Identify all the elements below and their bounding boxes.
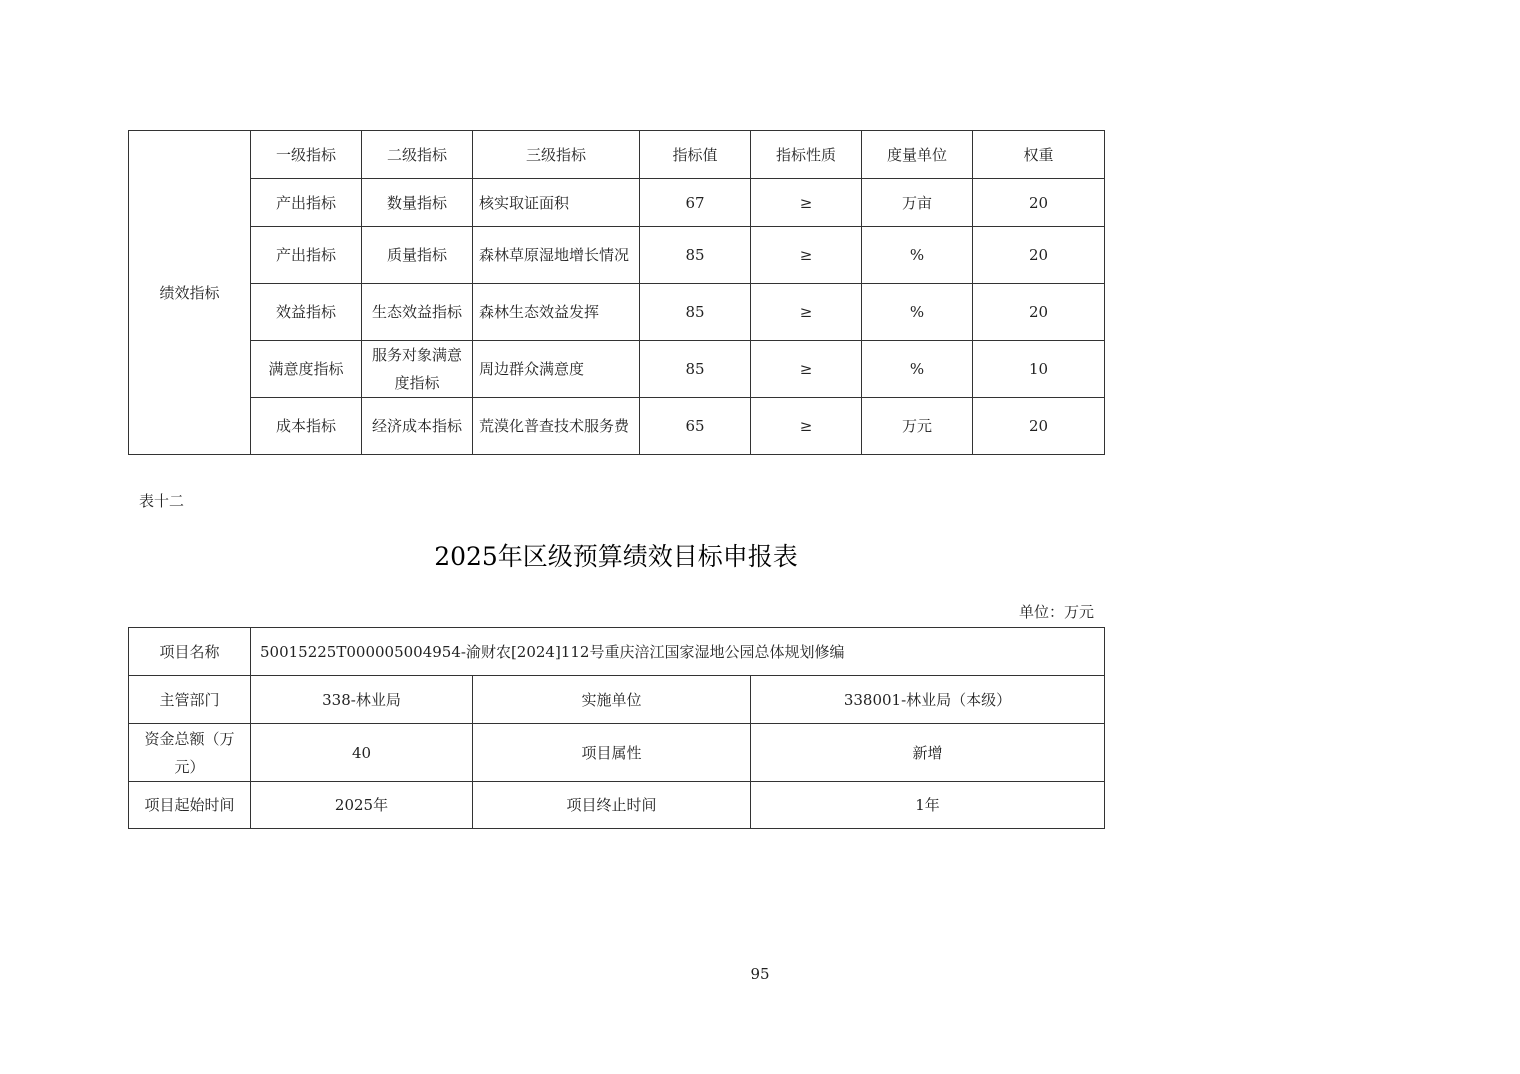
fund-total-label: 资金总额（万元） (129, 724, 251, 782)
level1-cell: 产出指标 (251, 227, 362, 284)
column-header: 三级指标 (473, 131, 640, 179)
project-info-table (128, 627, 1105, 829)
weight-cell: 20 (973, 284, 1105, 341)
nature-cell: ≥ (751, 341, 862, 398)
value-cell: 85 (640, 284, 751, 341)
table-row (129, 628, 1105, 676)
table-row (129, 227, 1105, 284)
nature-cell: ≥ (751, 284, 862, 341)
column-header: 指标性质 (751, 131, 862, 179)
level2-cell: 生态效益指标 (362, 284, 473, 341)
page-number: 95 (750, 965, 770, 983)
level2-cell: 质量指标 (362, 227, 473, 284)
level3-cell: 森林生态效益发挥 (473, 284, 640, 341)
project-name-label: 项目名称 (129, 628, 251, 676)
end-time-value: 1年 (751, 782, 1105, 829)
table-row (129, 398, 1105, 455)
level1-cell: 产出指标 (251, 179, 362, 227)
start-time-label: 项目起始时间 (129, 782, 251, 829)
end-time-label: 项目终止时间 (473, 782, 751, 829)
performance-indicator-table (128, 130, 1105, 455)
document-title: 2025年区级预算绩效目标申报表 (434, 542, 798, 571)
table-row (129, 284, 1105, 341)
level1-cell: 成本指标 (251, 398, 362, 455)
weight-cell: 20 (973, 398, 1105, 455)
level3-cell: 荒漠化普查技术服务费 (473, 398, 640, 455)
unit-cell: % (862, 284, 973, 341)
value-cell: 67 (640, 179, 751, 227)
nature-cell: ≥ (751, 179, 862, 227)
column-header: 指标值 (640, 131, 751, 179)
unit-cell: % (862, 227, 973, 284)
unit-cell: 万亩 (862, 179, 973, 227)
table-row (129, 782, 1105, 829)
performance-side-label: 绩效指标 (129, 131, 251, 455)
level2-cell: 数量指标 (362, 179, 473, 227)
dept-value: 338-林业局 (251, 676, 473, 724)
column-header: 一级指标 (251, 131, 362, 179)
value-cell: 65 (640, 398, 751, 455)
value-cell: 85 (640, 341, 751, 398)
level3-cell: 核实取证面积 (473, 179, 640, 227)
start-time-value: 2025年 (251, 782, 473, 829)
weight-cell: 10 (973, 341, 1105, 398)
weight-cell: 20 (973, 179, 1105, 227)
unit-cell: % (862, 341, 973, 398)
column-header: 度量单位 (862, 131, 973, 179)
impl-unit-label: 实施单位 (473, 676, 751, 724)
value-cell: 85 (640, 227, 751, 284)
table-header-row (129, 131, 1105, 179)
table-row (129, 676, 1105, 724)
fund-total-value: 40 (251, 724, 473, 782)
weight-cell: 20 (973, 227, 1105, 284)
project-attr-value: 新增 (751, 724, 1105, 782)
unit-cell: 万元 (862, 398, 973, 455)
level1-cell: 满意度指标 (251, 341, 362, 398)
dept-label: 主管部门 (129, 676, 251, 724)
level2-cell: 经济成本指标 (362, 398, 473, 455)
table-row (129, 179, 1105, 227)
table-row (129, 724, 1105, 782)
level1-cell: 效益指标 (251, 284, 362, 341)
impl-unit-value: 338001-林业局（本级） (751, 676, 1105, 724)
table-row (129, 341, 1105, 398)
level2-cell: 服务对象满意度指标 (362, 341, 473, 398)
project-name-value: 50015225T000005004954-渝财农[2024]112号重庆涪江国家湿地公园总体规划修编 (251, 628, 1105, 676)
unit-note: 单位：万元 (1018, 603, 1094, 621)
column-header: 二级指标 (362, 131, 473, 179)
column-header: 权重 (973, 131, 1105, 179)
nature-cell: ≥ (751, 227, 862, 284)
table-number-label: 表十二 (139, 492, 185, 510)
project-attr-label: 项目属性 (473, 724, 751, 782)
level3-cell: 周边群众满意度 (473, 341, 640, 398)
nature-cell: ≥ (751, 398, 862, 455)
level3-cell: 森林草原湿地增长情况 (473, 227, 640, 284)
